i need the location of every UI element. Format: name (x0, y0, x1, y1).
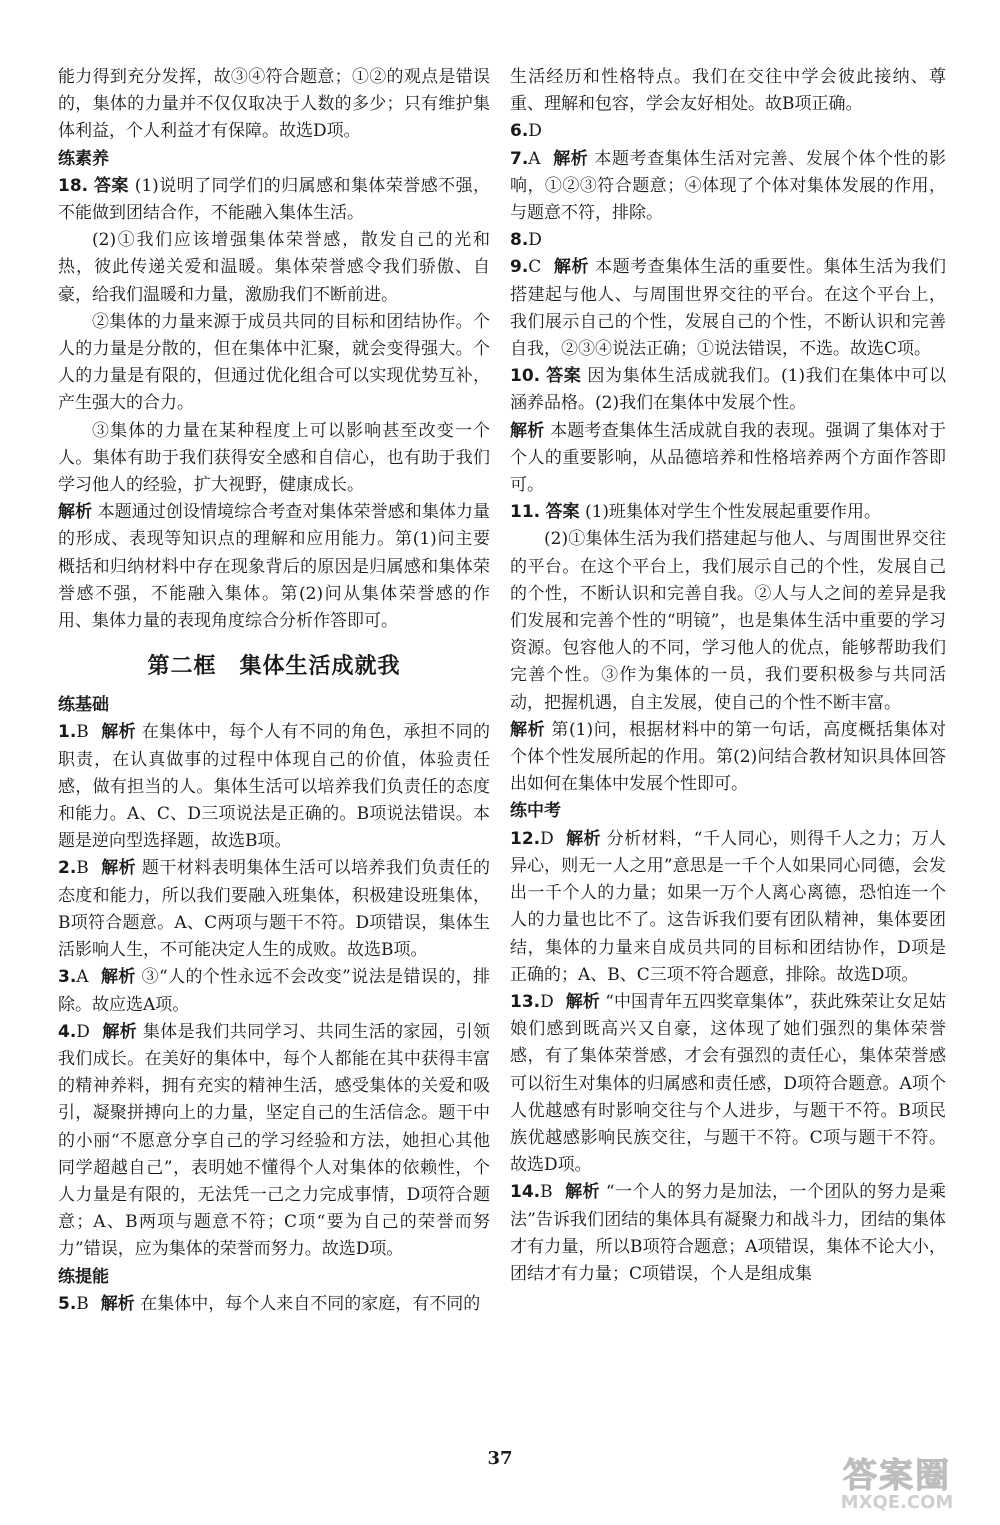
answer-label: 答案 (546, 366, 582, 387)
question-number: 11. (510, 502, 541, 523)
question-number: 12. (510, 828, 541, 849)
analysis-label: 解析 (565, 991, 600, 1012)
analysis-text: 分析材料，“千人同心，则得千人之力；万人异心，则无一人之用”意思是一千个人如果同心同德，会发出一千个人的力量；如果一万个人离心离德，恐怕连一个人的力量也比不了。这告诉我们要有团队精神，集体要团结，集体的力量来自成员共同的目标和团结协作，D项是正确的；A、B、C三项不符合题意，排除。故选D项。 (510, 828, 947, 985)
analysis-text: 在集体中，每个人来自不同的家庭，有不同的 (140, 1293, 481, 1314)
analysis (58, 499, 490, 635)
answer-choice: D (540, 991, 554, 1012)
question-number: 13. (510, 991, 541, 1012)
question-number: 3. (58, 967, 77, 988)
question-number: 5. (58, 1293, 77, 1314)
answer-text: ②集体的力量来源于成员共同的目标和团结协作。个人的力量是分散的，但在集体中汇聚，就会变得强大。个人的力量是有限的，但通过优化组合可以实现优势互补，产生强大的合力。 (58, 311, 490, 414)
question-number: 6. (510, 121, 529, 142)
question-10 (510, 363, 946, 417)
answer-choice: B (76, 1293, 89, 1314)
question-number: 7. (510, 148, 529, 169)
question-number: 2. (58, 858, 77, 879)
answer-choice: A (528, 148, 541, 169)
watermark-url: MXQE.COM (840, 1492, 954, 1513)
answer-choice: D (528, 230, 542, 251)
question-9 (510, 254, 946, 363)
answer-choice: D (540, 828, 554, 849)
answer-choice: D (528, 121, 542, 142)
answer-choice: B (76, 858, 89, 879)
paragraph: 生活经历和性格特点。我们在交往中学会彼此接纳、尊重、理解和包容，学会友好相处。故B项正确。 (510, 67, 946, 115)
analysis-text: 集体是我们共同学习、共同生活的家园，引领我们成长。在美好的集体中，每个人都能在其中获得丰富的精神养料，拥有充实的精神生活，感受集体的关爱和吸引，凝聚拼搏向上的力量，坚定自己的生活信念。题干中的小丽“不愿意分享自己的学习经验和方法，她担心其他同学超越自己”，表明她不懂得个人对集体的依赖性，个人力量是有限的，无法凭一己之力完成事情，D项符合题意；A、B两项与题意不符；C项“要为自己的荣誉而努力”错误，应为集体的荣誉而努力。故选D项。 (58, 1021, 491, 1260)
subheading-zhongkao: 练中考 (510, 801, 561, 822)
analysis-label: 解析 (100, 1293, 135, 1314)
answer-choice: D (76, 1021, 90, 1042)
question-number: 18. (58, 175, 89, 196)
left-column (58, 64, 490, 1318)
analysis-text: 本题通过创设情境综合考查对集体荣誉感和集体力量的形成、表现等知识点的理解和应用能力。第(1)问主要概括和归纳材料中存在现象背后的原因是归属感和集体荣誉感不强，不能融入集体。第(2)问从集体荣誉感的作用、集体力量的表现角度综合分析作答即可。 (58, 502, 491, 632)
analysis-label: 解析 (564, 1182, 600, 1203)
answer-choice: B (540, 1182, 553, 1203)
analysis-text: “一个人的努力是加法，一个团队的努力是乘法”告诉我们团结的集体具有凝聚力和战斗力，团结的集体才有力量，所以B项符合题意；A项错误，集体不论大小，团结才有力量；C项错误，个人是组成集 (510, 1182, 946, 1284)
analysis-text: 题干材料表明集体生活可以培养我们负责任的态度和能力，所以我们要融入班集体，积极建设班集体，B项符合题意。A、C两项与题干不符。D项错误，集体生活影响人生，不可能决定人生的成败。故选B项。 (58, 858, 491, 961)
analysis-label: 解析 (100, 967, 136, 988)
analysis-text: ③“人的个性永远不会改变”说法是错误的，排除。故应选A项。 (58, 967, 490, 1015)
subheading-suyang: 练素养 (58, 148, 109, 169)
subheading-jichu: 练基础 (58, 695, 109, 716)
question-2 (58, 855, 490, 964)
analysis-label: 解析 (510, 719, 546, 740)
analysis-text: 第(1)问，根据材料中的第一句话，高度概括集体对个体个性发展所起的作用。第(2)问结合教材知识具体回答出如何在集体中发展个性即可。 (510, 719, 947, 795)
analysis-text: 本题考查集体生活成就自我的表现。强调了集体对于个人的重要影响，从品德培养和性格培养两个方面作答即可。 (510, 420, 947, 496)
watermark (822, 1448, 972, 1518)
analysis-label: 解析 (552, 148, 589, 169)
analysis (510, 418, 946, 500)
question-3 (58, 964, 490, 1018)
answer-text: (2)①我们应该增强集体荣誉感，散发自己的光和热，彼此传递关爱和温暖。集体荣誉感令我们骄傲、自豪，给我们温暖和力量，激励我们不断前进。 (58, 230, 490, 305)
subheading-tineng: 练提能 (58, 1266, 109, 1287)
answer-label: 答案 (545, 502, 580, 523)
analysis-label: 解析 (565, 828, 601, 849)
answer-text: 因为集体生活成就我们。(1)我们在集体中可以涵养品格。(2)我们在集体中发展个性。 (510, 366, 946, 414)
question-8 (510, 227, 946, 254)
question-number: 14. (510, 1182, 541, 1203)
analysis-label: 解析 (100, 722, 137, 743)
right-column (510, 64, 946, 1288)
answer-choice: C (528, 257, 542, 278)
question-number: 1. (58, 722, 77, 743)
answer-text: (1)说明了同学们的归属感和集体荣誉感不强，不能做到团结合作，不能融入集体生活。 (58, 175, 491, 224)
watermark-logo: 答案圈 (843, 1456, 951, 1496)
paragraph: 能力得到充分发挥，故③④符合题意；①②的观点是错误的，集体的力量并不仅仅取决于人数的多少；只有维护集体利益，个人利益才有保障。故选D项。 (58, 67, 490, 142)
answer-choice: B (76, 722, 89, 743)
analysis-label: 解析 (58, 502, 93, 523)
question-13 (510, 989, 946, 1179)
question-number: 9. (510, 257, 529, 278)
answer-text: ③集体的力量在某种程度上可以影响甚至改变一个人。集体有助于我们获得安全感和自信心，也有助于我们学习他人的经验，扩大视野，健康成长。 (58, 420, 490, 496)
question-number: 10. (510, 366, 541, 387)
section-title: 第二框 集体生活成就我 (147, 654, 401, 680)
page-number: 37 (487, 1448, 513, 1469)
analysis-label: 解析 (101, 1021, 138, 1042)
question-5 (58, 1291, 490, 1318)
question-18 (58, 173, 490, 227)
answer-label: 答案 (93, 175, 129, 196)
question-11 (510, 499, 946, 526)
question-12 (510, 826, 946, 989)
analysis-text: 本题考查集体生活的重要性。集体生活为我们搭建起与他人、与周围世界交往的平台。在这个平台上，我们展示自己的个性，发展自己的个性，不断认识和完善自我，②③④说法正确；①说法错误，不选。故选C项。 (510, 257, 947, 360)
analysis-text: 本题考查集体生活对完善、发展个体个性的影响，①②③符合题意；④体现了个体对集体发展的作用，与题意不符，排除。 (510, 148, 946, 224)
analysis-label: 解析 (100, 858, 137, 879)
analysis-text: “中国青年五四奖章集体”，获此殊荣让女足姑娘们感到既高兴又自豪，这体现了她们强烈的集体荣誉感，有了集体荣誉感，才会有强烈的责任心，集体荣誉感可以衍生对集体的归属感和责任感，D项符合题意。A项个人优越感有时影响交往与个人进步，与题干不符。B项民族优越感影响民族交往，与题干不符。C项与题干不符。故选D项。 (510, 991, 947, 1176)
question-number: 4. (58, 1021, 77, 1042)
question-14 (510, 1179, 946, 1288)
answer-choice: A (76, 967, 89, 988)
question-6 (510, 118, 946, 145)
answer-text: (2)①集体生活为我们搭建起与他人、与周围世界交往的平台。在这个平台上，我们展示自己的个性，发展自己的个性，不断认识和完善自我。②人与人之间的差异是我们发展和完善个性的“明镜”，也是集体生活中重要的学习资源。包容他人的不同，学习他人的优点，能够帮助我们完善个性。③作为集体的一员，我们要积极参与共同活动，把握机遇，自主发展，使自己的个性不断丰富。 (510, 529, 946, 713)
analysis-label: 解析 (553, 257, 590, 278)
answer-text: (1)班集体对学生个性发展起重要作用。 (584, 502, 882, 523)
question-1 (58, 719, 490, 855)
analysis (510, 717, 946, 799)
analysis-label: 解析 (510, 420, 545, 441)
question-4 (58, 1019, 490, 1264)
question-number: 8. (510, 230, 529, 251)
analysis-text: 在集体中，每个人有不同的角色，承担不同的职责，在认真做事的过程中体现自己的价值，体验责任感，做有担当的人。集体生活可以培养我们负责任的态度和能力。A、C、D三项说法是正确的。B项说法错误。本题是逆向型选择题，故选B项。 (58, 722, 491, 852)
question-7 (510, 146, 946, 228)
